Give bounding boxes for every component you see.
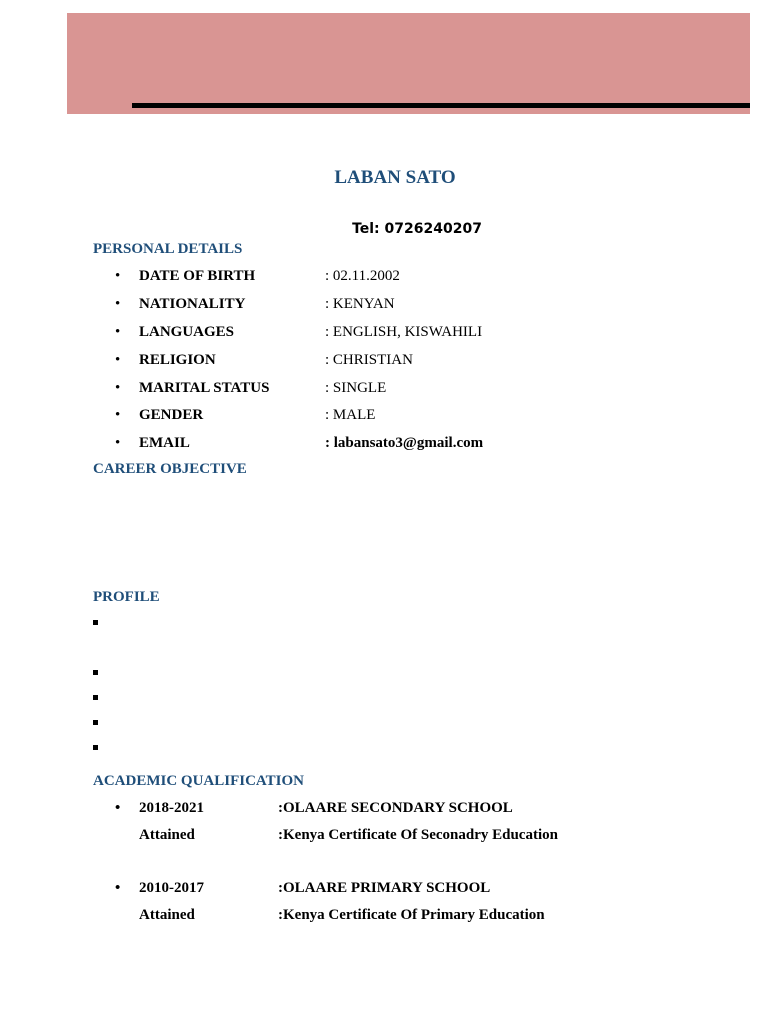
section-academic: ACADEMIC QUALIFICATION (93, 773, 304, 789)
attained-label: Attained (139, 827, 195, 843)
attained-value: :Kenya Certificate Of Seconadry Education (278, 827, 558, 843)
bullet: • (115, 800, 121, 816)
header-rule (132, 103, 750, 108)
academic-school: :OLAARE PRIMARY SCHOOL (278, 880, 491, 896)
detail-row (115, 296, 755, 316)
candidate-name: LABAN SATO (334, 167, 456, 188)
detail-value: : 02.11.2002 (325, 268, 400, 284)
detail-value: : KENYAN (325, 296, 395, 312)
academic-school: :OLAARE SECONDARY SCHOOL (278, 800, 513, 816)
bullet: • (115, 880, 121, 896)
bullet: • (115, 380, 121, 396)
academic-years: 2010-2017 (139, 880, 204, 896)
academic-attained (115, 907, 755, 927)
detail-row (115, 407, 755, 427)
bullet: • (115, 296, 121, 312)
academic-years: 2018-2021 (139, 800, 204, 816)
detail-row (115, 268, 755, 288)
bullet: • (115, 352, 121, 368)
detail-row (115, 435, 755, 455)
telephone: Tel: 0726240207 (352, 221, 482, 237)
attained-label: Attained (139, 907, 195, 923)
square-bullet (93, 620, 98, 625)
bullet: • (115, 324, 121, 340)
section-personal-details: PERSONAL DETAILS (93, 241, 243, 257)
academic-attained (115, 827, 755, 847)
academic-entry (115, 800, 755, 820)
detail-value: : CHRISTIAN (325, 352, 413, 368)
detail-label: EMAIL (139, 435, 190, 451)
square-bullet (93, 720, 98, 725)
square-bullet (93, 745, 98, 750)
square-bullet (93, 695, 98, 700)
detail-value: : ENGLISH, KISWAHILI (325, 324, 483, 340)
detail-row (115, 324, 755, 344)
attained-value: :Kenya Certificate Of Primary Education (278, 907, 545, 923)
bullet: • (115, 268, 121, 284)
square-bullet (93, 670, 98, 675)
section-career-objective: CAREER OBJECTIVE (93, 461, 247, 477)
detail-value: : MALE (325, 407, 376, 423)
bullet: • (115, 407, 121, 423)
detail-label: DATE OF BIRTH (139, 268, 256, 284)
section-profile: PROFILE (93, 589, 160, 605)
bullet: • (115, 435, 121, 451)
detail-label: LANGUAGES (139, 324, 235, 340)
academic-entry (115, 880, 755, 900)
detail-row (115, 380, 755, 400)
detail-label: RELIGION (139, 352, 216, 368)
detail-row (115, 352, 755, 372)
header-band (67, 13, 750, 114)
detail-value: : SINGLE (325, 380, 387, 396)
detail-label: GENDER (139, 407, 204, 423)
email-value: : labansato3@gmail.com (325, 435, 484, 451)
detail-label: NATIONALITY (139, 296, 246, 312)
detail-label: MARITAL STATUS (139, 380, 270, 396)
